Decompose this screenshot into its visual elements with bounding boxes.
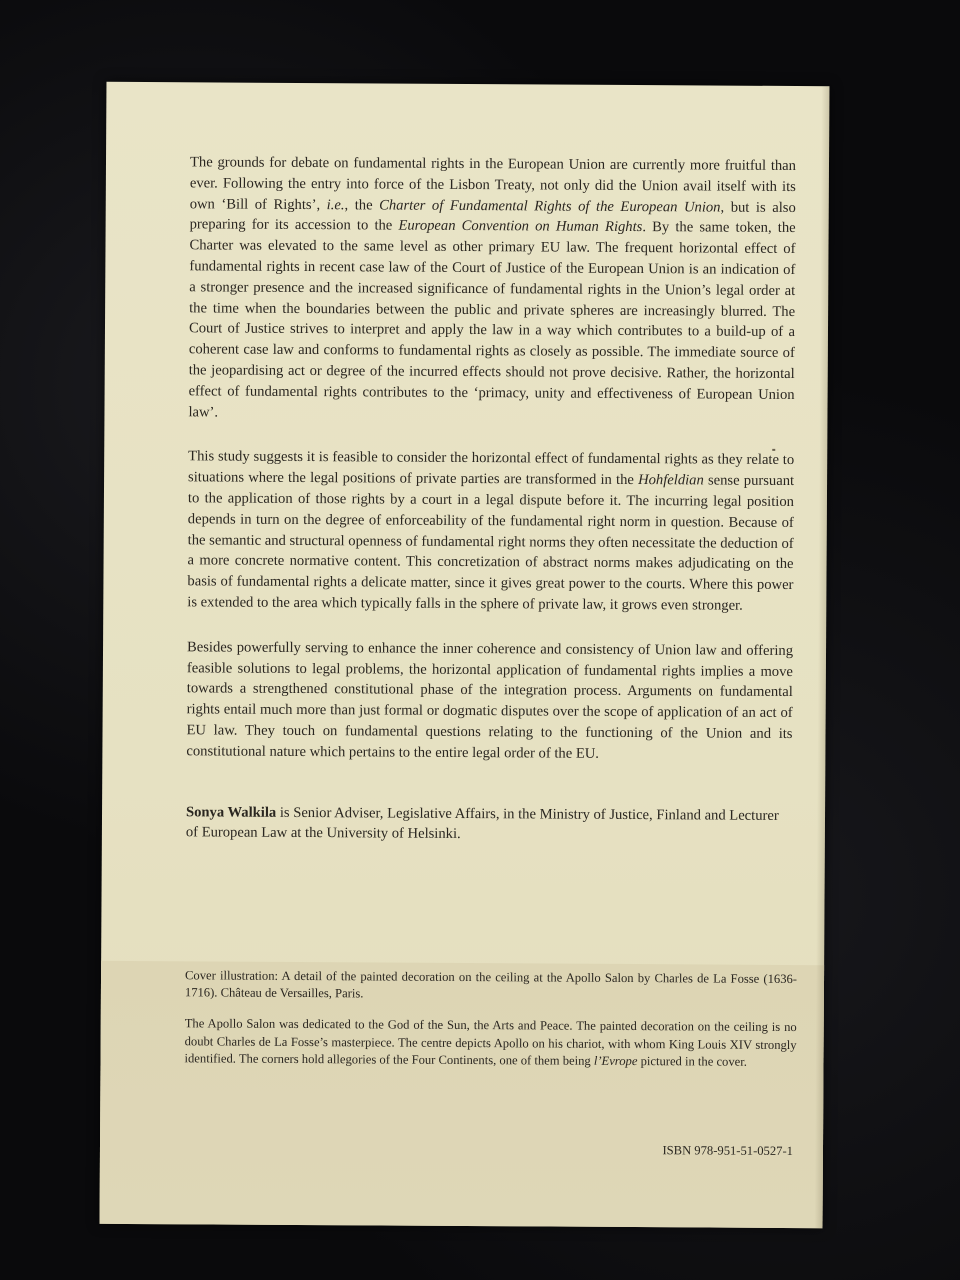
isbn-number: ISBN 978-951-51-0527-1 — [662, 1143, 794, 1159]
text-run: This study suggests it is feasible to consider the horizontal effect of fundamental rights as they relate to situations where the legal positions of private parties are transformed in the — [188, 448, 795, 489]
author-bio — [186, 802, 792, 847]
cover-illustration-credit: Cover illustration: A detail of the painted decoration on the ceiling at the Apollo Salon by Charles de La Fosse (1636-1716). Château de Versailles, Paris. — [184, 968, 798, 1001]
text-run: is Senior Adviser, Legislative Affairs, in the Ministry of Justice, Finland and Lecturer of European Law at the University of Helsinki. — [185, 804, 779, 843]
blurb-paragraph-2 — [187, 447, 794, 617]
text-run: The grounds for debate on fundamental rights in the European Union are currently more fruitful than ever. Following the entry into force of the Lisbon Treaty, not only did the Union avail itself with its own ‘Bill of Rights’, — [189, 154, 797, 213]
text-run: . By the same token, the Charter was elevated to the same level as other primary EU law. The frequent horizontal effect of fundamental rights in recent case law of the Court of Justice of the European Union is an indication of a stronger presence and the increased significance of fundamental rights in the Union’s legal order at the time when the boundaries between the public and private spheres are increasingly blurred. The Court of Justice strives to interpret and apply the law in a way which contributes to a build-up of a coherent case law and conforms to fundamental rights as closely as possible. The immediate source of the jeopardising act or degree of the incurred effects should not prove decisive. Rather, the horizontal effect of fundamental rights contributes to the ‘primacy, unity and effectiveness of European Union law’. — [188, 219, 796, 421]
text-run: , the — [344, 196, 380, 214]
italic-run: i.e. — [326, 196, 345, 213]
text-run: pictured in the cover. — [637, 1053, 747, 1069]
blurb-paragraph-1 — [188, 152, 796, 426]
apollo-salon-description — [184, 1016, 796, 1071]
blurb — [186, 152, 796, 847]
author-name: Sonya Walkila — [185, 803, 277, 821]
italic-run: European Convention on Human Rights — [398, 217, 643, 236]
blurb-paragraph-3: Besides powerfully serving to enhance the inner coherence and consistency of Union law and offering feasible solutions to legal problems, the horizontal application of fundamental rights implies a move towards a strengthened constitutional phase of the integration process. Arguments on fundamental rights entail much more than just formal or dogmatic disputes over the scope of application of an act of EU law. They touch on fundamental questions relating to the functioning of the Union and its constitutional nature which pertains to the entire legal order of the EU. — [186, 639, 794, 762]
italic-run: Hohfeldian — [638, 472, 704, 489]
cover-notes — [184, 967, 797, 1085]
text-run: , but is also preparing for its accession to the — [189, 199, 796, 234]
italic-run: Charter of Fundamental Rights of the European Union — [379, 197, 721, 216]
italic-run: l’Evrope — [593, 1053, 638, 1068]
text-run: sense pursuant to the application of those rights by a court in a legal dispute before it. The incurring legal position depends in turn on the degree of enforceability of the fundamental right norm in question. Because of the semantic and structural openness of fundamental right norms they often necessitate the deduction of a more concrete normative content. This concretization of abstract norms makes adjudicating on the basis of fundamental rights a delicate matter, since it gives great power to the courts. Where this power is extended to the area which typically falls in the sphere of private law, it grows even stronger. — [187, 472, 795, 614]
text-run: The Apollo Salon was dedicated to the God of the Sun, the Arts and Peace. The painted decoration on the ceiling is no doubt Charles de La Fosse’s masterpiece. The centre depicts Apollo on his chariot, with whom King Louis XIV strongly identified. The corners hold allegories of the Four Continents, one of them being — [184, 1016, 797, 1068]
book-back-cover — [100, 82, 830, 1228]
